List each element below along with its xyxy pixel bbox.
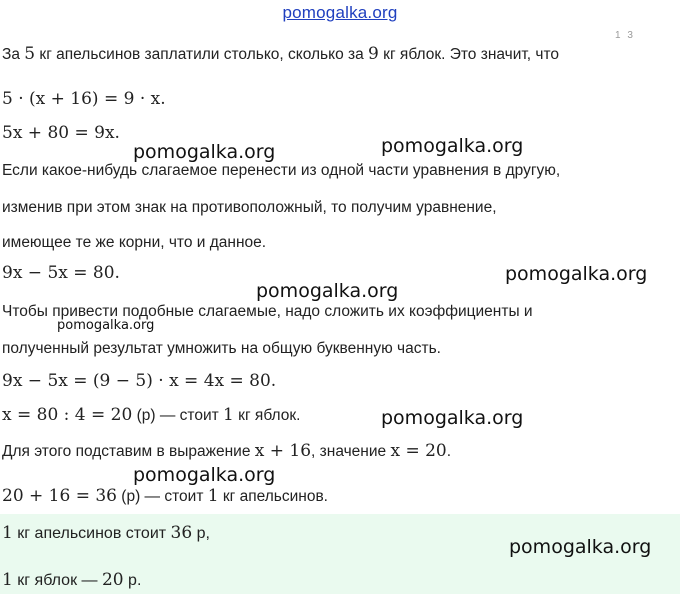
problem-statement-line: За 5 кг апельсинов заплатили столько, сколько за 9 кг яблок. Это значит, что: [2, 44, 560, 64]
solution-line: Для этого подставим в выражение x + 16, значение x = 20.: [2, 441, 452, 461]
solution-line: 20 + 16 = 36 (р) — стоит 1 кг апельсинов.: [2, 486, 328, 506]
watermark: pomogalka.org: [256, 280, 399, 302]
equation-line: 5 · (x + 16) = 9 · x.: [2, 89, 166, 109]
partial-number-fragment: 1 3: [615, 30, 635, 41]
explanation-line: полученный результат умножить на общую буквенную часть.: [2, 340, 441, 357]
watermark: pomogalka.org: [57, 318, 155, 333]
explanation-line: имеющее те же корни, что и данное.: [2, 234, 267, 251]
explanation-line: Чтобы привести подобные слагаемые, надо сложить их коэффициенты и: [2, 303, 533, 320]
watermark: pomogalka.org: [381, 407, 524, 429]
equation-line: 9x − 5x = (9 − 5) · x = 4x = 80.: [2, 371, 277, 391]
watermark: pomogalka.org: [505, 263, 648, 285]
explanation-line: изменив при этом знак на противоположный, то получим уравнение,: [2, 199, 497, 216]
site-header-link[interactable]: pomogalka.org: [282, 3, 398, 22]
watermark: pomogalka.org: [509, 536, 652, 558]
equation-line: 9x − 5x = 80.: [2, 263, 120, 283]
solution-line: x = 80 : 4 = 20 (р) — стоит 1 кг яблок.: [2, 405, 301, 425]
watermark: pomogalka.org: [133, 141, 276, 163]
explanation-line: Если какое-нибудь слагаемое перенести из одной части уравнения в другую,: [2, 162, 561, 179]
watermark: pomogalka.org: [381, 135, 524, 157]
equation-line: 5x + 80 = 9x.: [2, 123, 120, 143]
watermark: pomogalka.org: [133, 464, 276, 486]
answer-line: 1 кг яблок — 20 р.: [2, 570, 142, 590]
answer-line: 1 кг апельсинов стоит 36 р,: [2, 523, 210, 543]
